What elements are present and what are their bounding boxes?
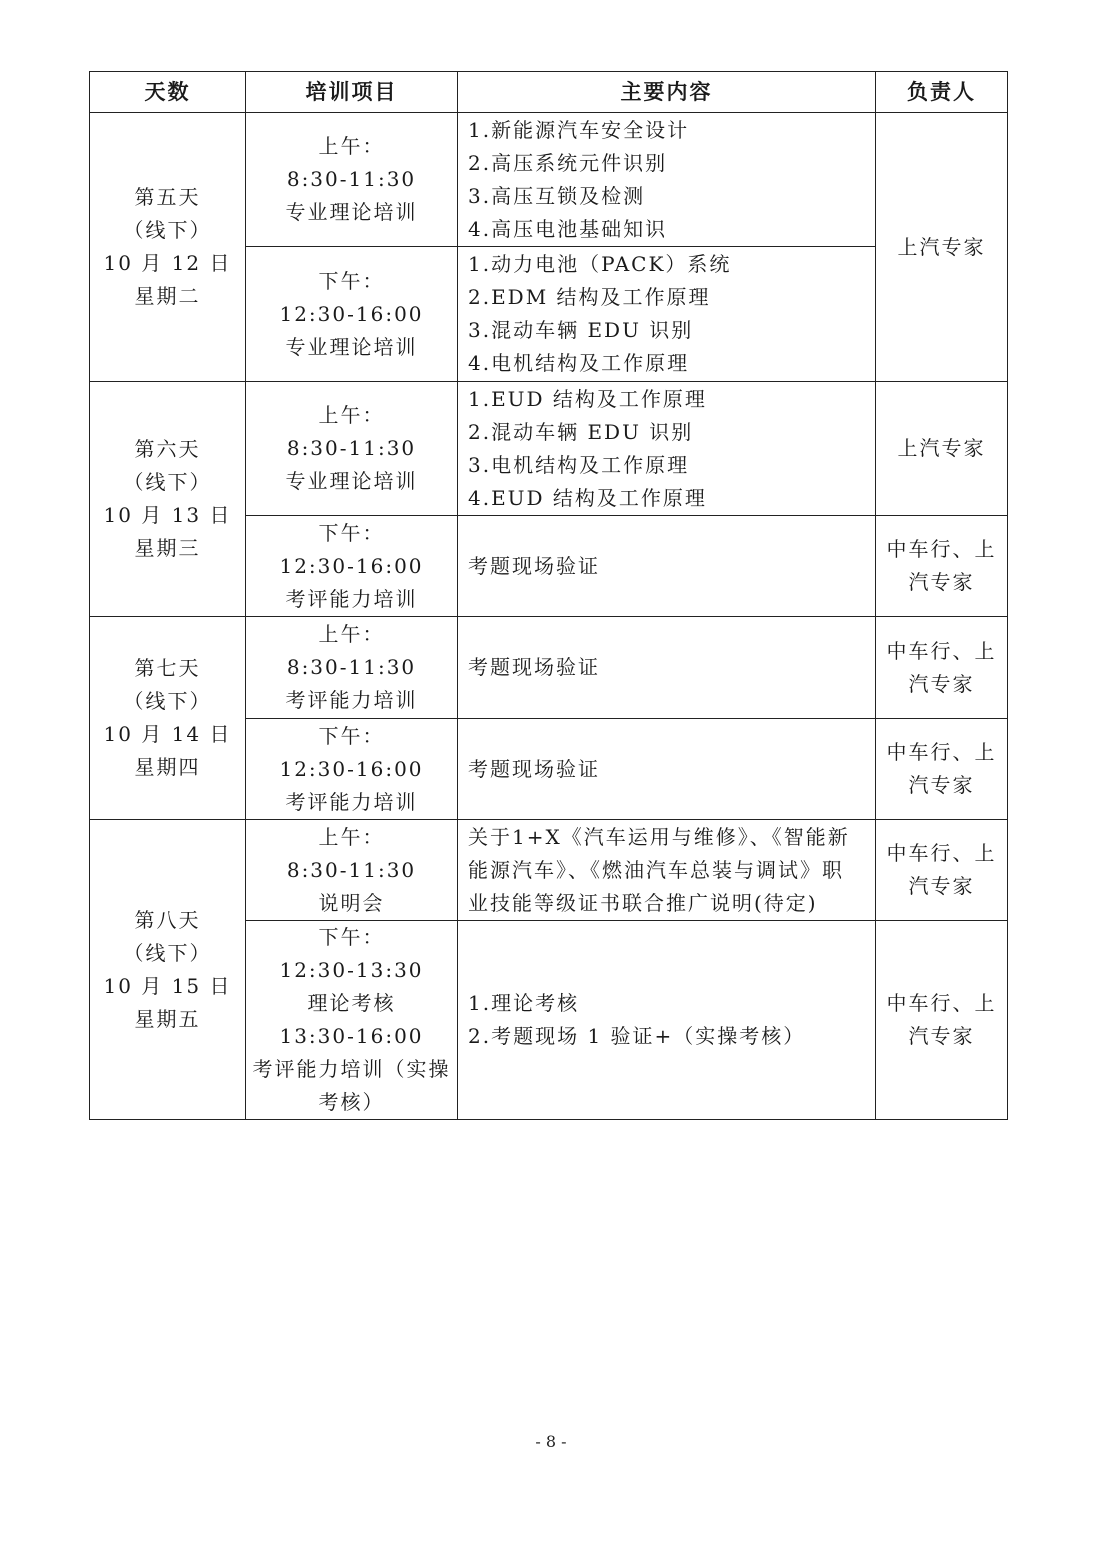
- table-row: [90, 382, 1008, 516]
- day-weekday: 星期三: [134, 536, 201, 560]
- item-type: 考评能力培训: [285, 586, 418, 611]
- item-time: 12:30-16:00: [279, 756, 424, 781]
- item-cell: [246, 617, 458, 719]
- item-type: 考评能力培训: [285, 688, 418, 712]
- content-line: 4.电机结构及工作原理: [468, 351, 690, 375]
- owner-line: 汽专家: [908, 874, 975, 898]
- day-mode: （线下）: [123, 470, 212, 494]
- content-cell: [458, 382, 876, 516]
- content-line: 3.混动车辆 EDU 识别: [468, 318, 694, 342]
- training-schedule-table: [89, 71, 1008, 1120]
- day-date: 10 月 14 日: [103, 722, 232, 746]
- day-name: 第八天: [134, 907, 201, 932]
- content-line: 4.EUD 结构及工作原理: [468, 485, 707, 510]
- content-line: 2.考题现场 1 验证+（实操考核）: [468, 1024, 806, 1048]
- item-type: 说明会: [318, 890, 385, 915]
- item-cell: [246, 113, 458, 247]
- owner-line: 汽专家: [908, 773, 975, 797]
- item-period: 上午：: [318, 824, 385, 849]
- item-type: 考核）: [318, 1090, 385, 1114]
- day-name: 第五天: [134, 185, 201, 209]
- item-cell: [246, 820, 458, 921]
- day-cell: [90, 617, 246, 820]
- day-date: 10 月 15 日: [103, 973, 232, 998]
- owner-line: 中车行、上: [886, 740, 997, 764]
- item-cell: [246, 247, 458, 382]
- content-line: 考题现场验证: [468, 756, 600, 781]
- item-period: 下午：: [318, 268, 385, 293]
- table-row: [90, 617, 1008, 719]
- day-weekday: 星期二: [134, 284, 201, 308]
- day-cell: [90, 113, 246, 382]
- item-period: 下午：: [318, 925, 385, 949]
- page-number: - 8 -: [535, 1432, 567, 1451]
- item-time: 8:30-11:30: [286, 167, 417, 191]
- content-cell: [458, 113, 876, 247]
- day-date: 10 月 13 日: [103, 503, 232, 527]
- content-line: 3.高压互锁及检测: [468, 183, 646, 208]
- owner-cell: [876, 820, 1008, 921]
- owner-line: 中车行、上: [886, 991, 997, 1015]
- owner-line: 上汽专家: [897, 436, 986, 460]
- day-cell: [90, 382, 246, 617]
- content-line: 1.EUD 结构及工作原理: [468, 386, 707, 411]
- item-cell: [246, 516, 458, 617]
- content-cell: [458, 247, 876, 382]
- table-row: [90, 113, 1008, 247]
- item-type: 专业理论培训: [285, 334, 418, 359]
- item-type: 考评能力培训（实操: [252, 1057, 451, 1081]
- day-name: 第七天: [134, 656, 201, 680]
- content-cell: [458, 719, 876, 820]
- item-cell: [246, 719, 458, 820]
- content-cell: [458, 820, 876, 921]
- item-cell: [246, 382, 458, 516]
- header-content: 主要内容: [458, 72, 876, 113]
- content-cell: [458, 617, 876, 719]
- item-time: 13:30-16:00: [279, 1024, 424, 1048]
- content-line: 考题现场验证: [468, 655, 600, 679]
- header-day: 天数: [90, 72, 246, 113]
- content-line: 1.理论考核: [468, 991, 580, 1015]
- day-cell: [90, 820, 246, 1120]
- owner-line: 中车行、上: [886, 841, 997, 865]
- item-time: 8:30-11:30: [286, 436, 417, 460]
- item-time: 8:30-11:30: [286, 857, 417, 882]
- content-cell: [458, 921, 876, 1120]
- content-line: 2.高压系统元件识别: [468, 150, 668, 175]
- item-period: 上午：: [318, 134, 385, 158]
- owner-line: 汽专家: [908, 570, 975, 594]
- item-cell: [246, 921, 458, 1120]
- owner-cell: [876, 113, 1008, 382]
- item-type: 理论考核: [307, 991, 396, 1015]
- item-period: 下午：: [318, 723, 385, 748]
- item-time: 12:30-13:30: [279, 958, 424, 982]
- day-date: 10 月 12 日: [103, 251, 232, 275]
- owner-cell: [876, 921, 1008, 1120]
- item-type: 专业理论培训: [285, 200, 418, 224]
- day-name: 第六天: [134, 437, 201, 461]
- item-period: 上午：: [318, 403, 385, 427]
- content-line: 关于1+X《汽车运用与维修》、《智能新: [468, 824, 850, 849]
- owner-cell: [876, 719, 1008, 820]
- content-line: 考题现场验证: [468, 553, 600, 578]
- content-line: 业技能等级证书联合推广说明(待定): [468, 890, 818, 915]
- item-time: 12:30-16:00: [279, 301, 424, 326]
- item-type: 考评能力培训: [285, 789, 418, 814]
- content-line: 2.混动车辆 EDU 识别: [468, 419, 694, 444]
- item-type: 专业理论培训: [285, 469, 418, 493]
- owner-line: 汽专家: [908, 1024, 975, 1048]
- content-cell: [458, 516, 876, 617]
- owner-line: 中车行、上: [886, 537, 997, 561]
- day-mode: （线下）: [123, 940, 212, 965]
- owner-cell: [876, 617, 1008, 719]
- content-line: 能源汽车》、《燃油汽车总装与调试》职: [468, 857, 844, 882]
- content-line: 4.高压电池基础知识: [468, 216, 668, 241]
- content-line: 2.EDM 结构及工作原理: [468, 285, 711, 309]
- day-weekday: 星期四: [134, 755, 201, 779]
- day-mode: （线下）: [123, 689, 212, 713]
- owner-cell: [876, 382, 1008, 516]
- owner-line: 汽专家: [908, 671, 975, 696]
- item-period: 上午：: [318, 622, 385, 646]
- content-line: 3.电机结构及工作原理: [468, 452, 690, 477]
- day-mode: （线下）: [123, 218, 212, 242]
- table-header-row: [90, 72, 1008, 113]
- item-time: 12:30-16:00: [279, 553, 424, 578]
- owner-line: 中车行、上: [886, 638, 997, 663]
- table-row: [90, 820, 1008, 921]
- content-line: 1.动力电池（PACK）系统: [468, 252, 732, 276]
- header-owner: 负责人: [876, 72, 1008, 113]
- item-period: 下午：: [318, 520, 385, 545]
- item-time: 8:30-11:30: [286, 655, 417, 679]
- owner-cell: [876, 516, 1008, 617]
- content-line: 1.新能源汽车安全设计: [468, 117, 690, 142]
- owner-line: 上汽专家: [897, 234, 986, 259]
- day-weekday: 星期五: [134, 1006, 201, 1031]
- header-item: 培训项目: [246, 72, 458, 113]
